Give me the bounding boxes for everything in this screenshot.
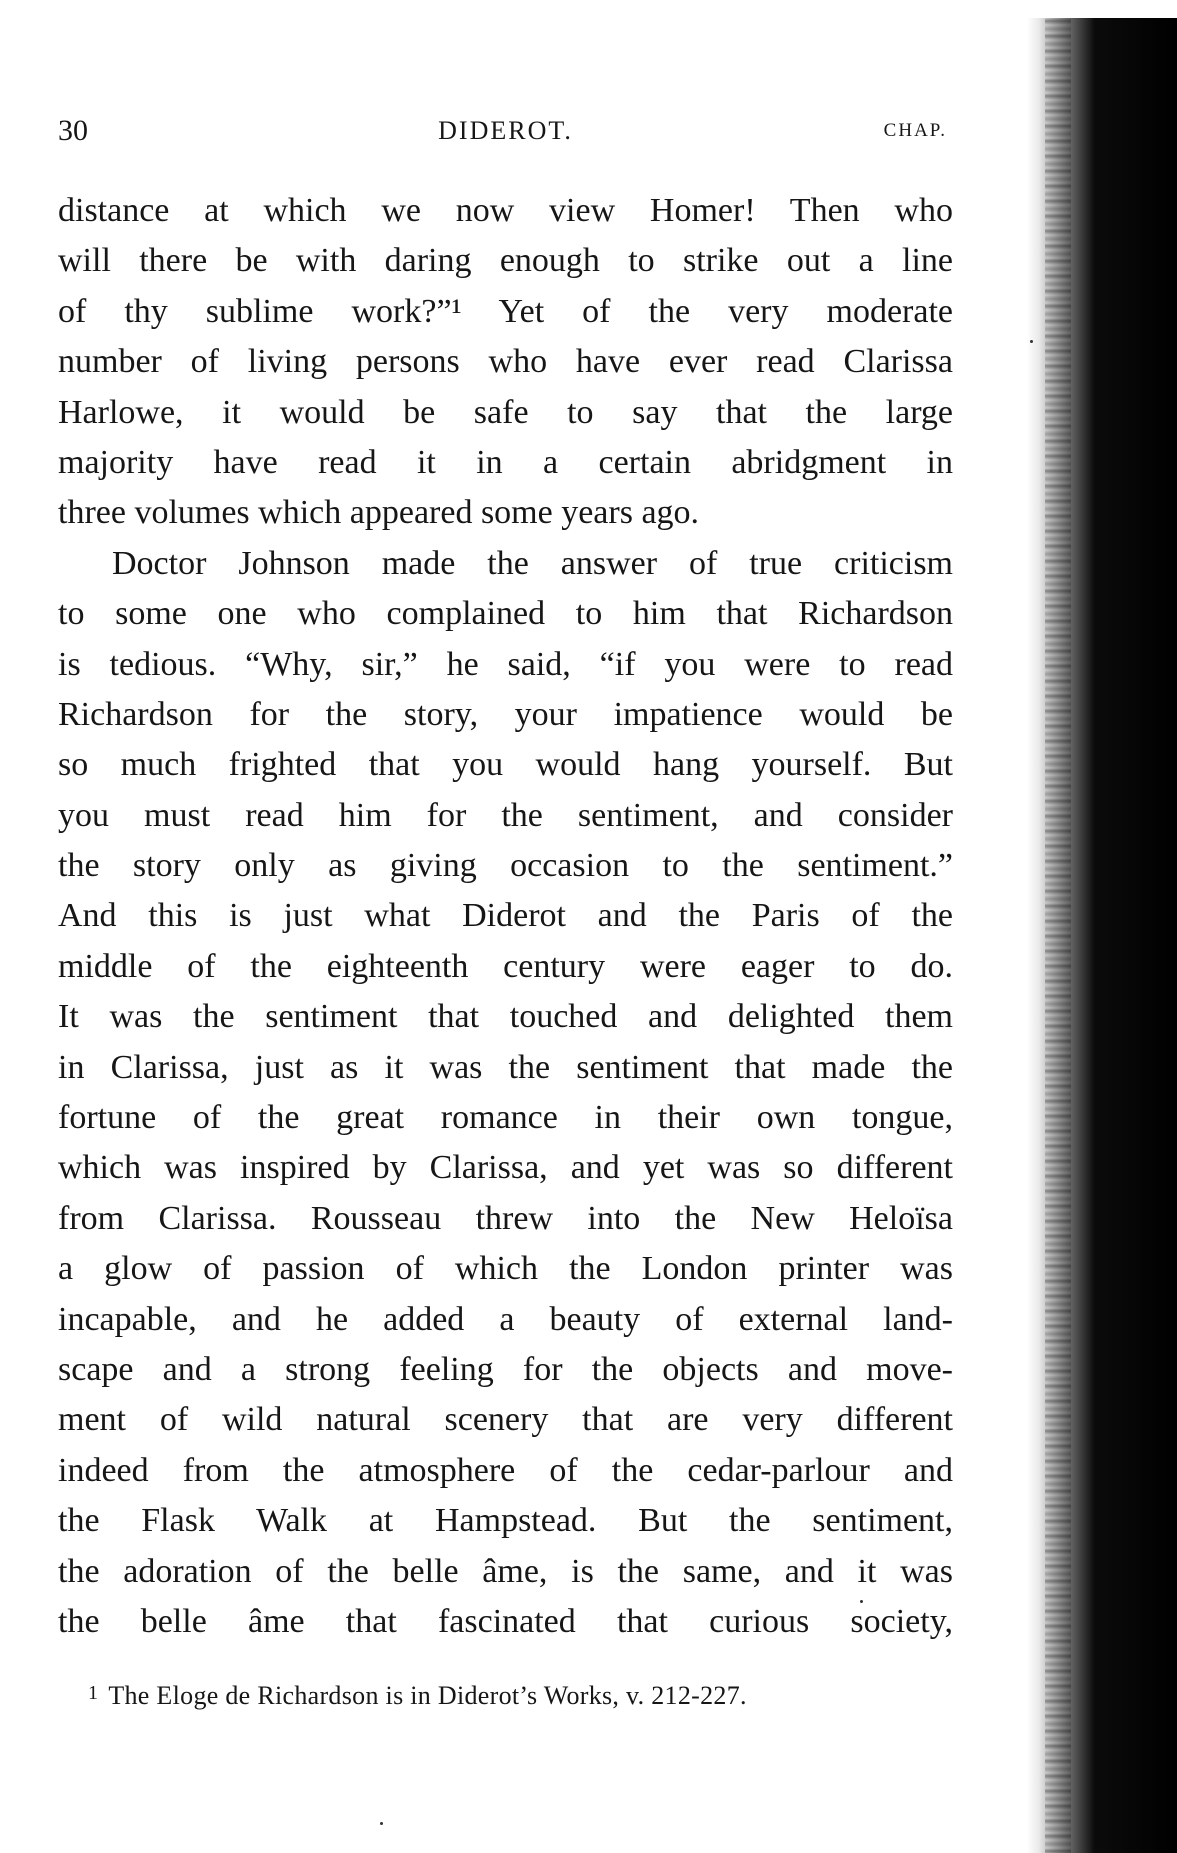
text-line: in Clarissa, just as it was the sentiment that made the <box>58 1048 953 1086</box>
text-line: you must read him for the sentiment, and consider <box>58 796 953 834</box>
text-line: scape and a strong feeling for the objects and move- <box>58 1350 953 1388</box>
text-line: a glow of passion of which the London printer was <box>58 1250 953 1288</box>
text-line: And this is just what Diderot and the Paris of the <box>58 897 953 935</box>
text-line: indeed from the atmosphere of the cedar-parlour and <box>58 1451 953 1489</box>
page-number: 30 <box>58 114 88 147</box>
text-line: Richardson for the story, your impatience would be <box>58 695 953 733</box>
page-header <box>58 114 953 154</box>
text-line: three volumes which appeared some years ago. <box>58 494 700 532</box>
text-line: middle of the eighteenth century were eager to do. <box>58 947 953 985</box>
text-line: the adoration of the belle âme, is the same, and it was <box>58 1552 953 1590</box>
text-line: which was inspired by Clarissa, and yet was so different <box>58 1149 953 1187</box>
text-line: majority have read it in a certain abridgment in <box>58 443 953 481</box>
text-line: the Flask Walk at Hampstead. But the sentiment, <box>58 1502 953 1540</box>
text-line: number of living persons who have ever read Clarissa <box>58 343 953 381</box>
footnote-marker: 1 <box>88 1682 99 1704</box>
text-line: Harlowe, it would be safe to say that the large <box>58 393 953 431</box>
text-line: incapable, and he added a beauty of external land- <box>58 1300 953 1338</box>
text-line: from Clarissa. Rousseau threw into the New Heloïsa <box>58 1199 953 1237</box>
text-line: will there be with daring enough to strike out a line <box>58 242 953 280</box>
text-line: the belle âme that fascinated that curious society, <box>58 1602 953 1640</box>
footnote <box>88 1681 948 1711</box>
scan-speck <box>1030 340 1033 343</box>
text-line: so much frighted that you would hang yourself. But <box>58 746 953 784</box>
chapter-label: CHAP. <box>883 120 947 141</box>
text-line: fortune of the great romance in their own tongue, <box>58 1099 953 1137</box>
scanned-page-edge <box>1027 18 1177 1853</box>
text-line: is tedious. “Why, sir,” he said, “if you were to read <box>58 645 953 683</box>
text-line: to some one who complained to him that Richardson <box>58 595 953 633</box>
scan-speck <box>380 1822 383 1825</box>
text-line: Doctor Johnson made the answer of true criticism <box>112 544 953 582</box>
text-line: of thy sublime work?”¹ Yet of the very moderate <box>58 292 953 330</box>
running-title: DIDEROT. <box>438 116 573 145</box>
text-line: the story only as giving occasion to the sentiment.” <box>58 847 953 885</box>
body-text <box>58 186 953 1647</box>
text-line: ment of wild natural scenery that are very different <box>58 1401 953 1439</box>
text-line: It was the sentiment that touched and delighted them <box>58 998 953 1036</box>
footnote-text: The Eloge de Richardson is in Diderot’s Works, v. 212-227. <box>108 1681 747 1710</box>
text-line: distance at which we now view Homer! Then who <box>58 192 953 229</box>
